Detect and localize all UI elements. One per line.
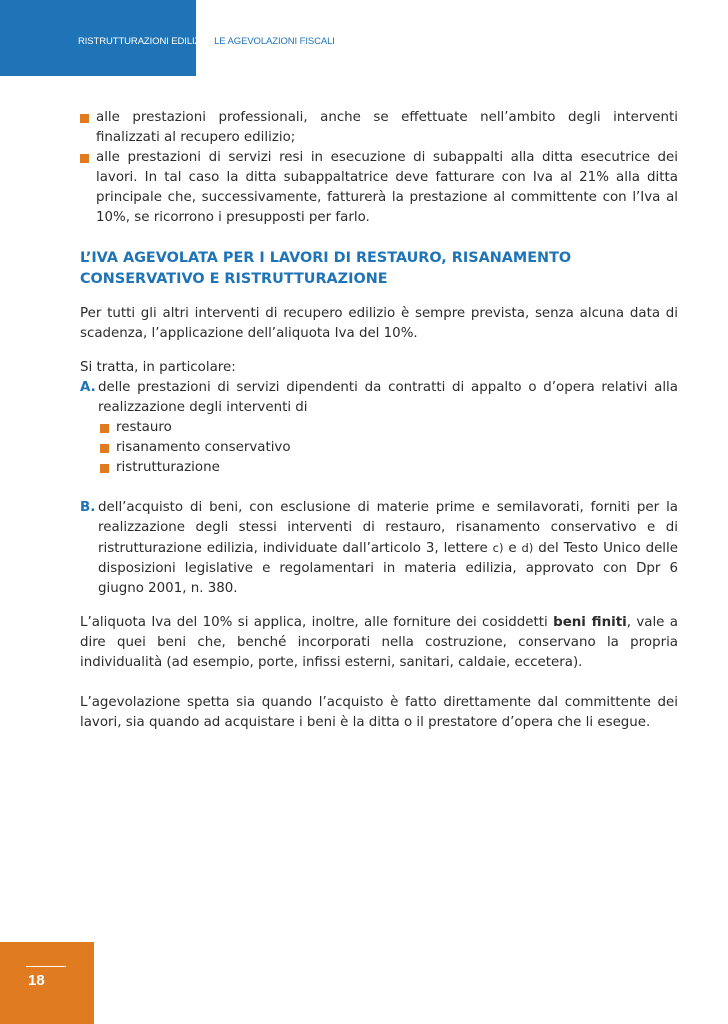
letter-c-ref: c) [492,541,504,555]
running-header [78,36,398,47]
list-item [80,108,678,148]
lettered-item-text-mid: e [503,541,522,556]
paragraph: Per tutti gli altri interventi di recupero edilizio è sempre prevista, senza alcuna data di scadenza, l’applicazione dell’aliquota Iva del 10%. [80,306,678,341]
header-subtitle: LE AGEVOLAZIONI FISCALI [214,36,335,47]
list-item [100,418,678,438]
paragraph-text-end: , vale a dire quei beni che, benché incorporati nella costruzione, conservano la propria individualità (ad esempio, porte, infissi esterni, sanitari, caldaie, eccetera). [80,615,678,670]
square-bullet-icon [100,424,109,433]
square-bullet-icon [100,444,109,453]
lettered-item-text-start: dell’acquisto di beni, con esclusione di materie prime e semilavorati, forniti per la realizzazione degli stessi interventi di restauro, risanamento conservativo e di ristrutturazione edilizia, individuate dall’articolo 3, lettere [98,500,678,556]
item-letter: B. [80,500,96,515]
letter-d-ref: d) [521,541,534,555]
item-letter: A. [80,380,96,395]
bold-term: beni finiti [553,615,627,630]
lettered-item-text-end: del Testo Unico delle disposizioni legislative e regolamentari in materia edilizia, approvato con Dpr 6 giugno 2001, n. 380. [98,541,678,596]
lettered-item-b [80,498,678,599]
paragraph: Si tratta, in particolare: [80,360,236,375]
list-item [100,458,678,478]
page-body [80,108,678,733]
list-item-text: risanamento conservativo [116,440,291,455]
intro-bullet-list [80,108,678,228]
list-item-text: restauro [116,420,172,435]
paragraph-text-start: L’aliquota Iva del 10% si applica, inoltre, alle forniture dei cosiddetti [80,615,554,630]
lettered-item-a [80,378,678,418]
list-item [80,148,678,228]
list-item-text: alle prestazioni professionali, anche se effettuate nell’ambito degli interventi finalizzati al recupero edilizio; [96,110,678,145]
section-heading: L’IVA AGEVOLATA PER I LAVORI DI RESTAURO, RISANAMENTO CONSERVATIVO E RISTRUTTURAZIONE [80,250,572,287]
header-section: RISTRUTTURAZIONI EDILIZIE: [78,36,212,47]
list-item-text: ristrutturazione [116,460,220,475]
square-bullet-icon [80,114,89,123]
paragraph [80,613,678,673]
square-bullet-icon [100,464,109,473]
page-number: 18 [28,972,45,989]
paragraph: L’agevolazione spetta sia quando l’acquisto è fatto direttamente dal committente dei lavori, sia quando ad acquistare i beni è la ditta o il prestatore d’opera che li esegue. [80,695,678,730]
square-bullet-icon [80,154,89,163]
lettered-item-text: delle prestazioni di servizi dipendenti da contratti di appalto o d’opera relativi alla realizzazione degli interventi di [98,380,678,415]
list-item-text: alle prestazioni di servizi resi in esecuzione di subappalti alla ditta esecutrice dei lavori. In tal caso la ditta subappaltatrice deve fatturare con Iva al 21% alla ditta principale che, successivamente, fatturerà la prestazione al committente con l’Iva al 10%, se ricorrono i presupposti per farlo. [96,150,678,225]
page-number-rule [26,966,66,967]
sub-bullet-list [100,418,678,478]
list-item [100,438,678,458]
